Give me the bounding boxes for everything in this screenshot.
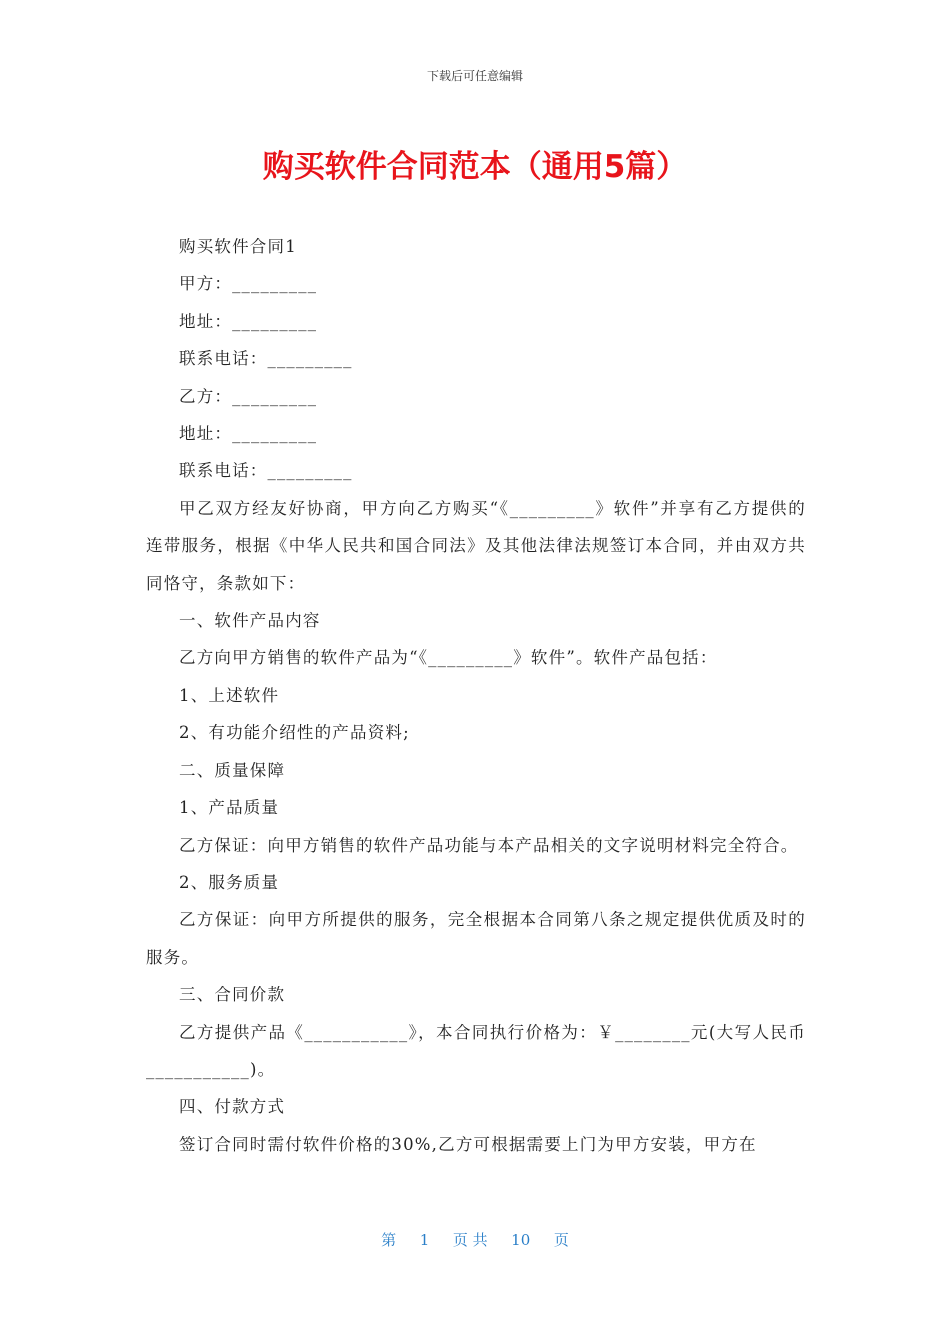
paragraph: 甲乙双方经友好协商，甲方向乙方购买“《_________》软件”并享有乙方提供的连带服务，根据《中华人民共和国合同法》及其他法律法规签订本合同，并由双方共同恪守，条款如下：	[146, 498, 806, 593]
paragraph: 乙方：_________	[179, 386, 318, 406]
footer-suffix: 页	[553, 1231, 569, 1249]
paragraph: 二、质量保障	[179, 760, 286, 780]
footer-prefix: 第	[381, 1231, 397, 1249]
paragraph: 2、有功能介绍性的产品资料;	[179, 723, 410, 743]
paragraph: 联系电话：_________	[179, 349, 353, 369]
paragraph: 签订合同时需付软件价格的30%,乙方可根据需要上门为甲方安装，甲方在	[179, 1134, 757, 1154]
paragraph: 甲方：_________	[179, 274, 318, 294]
paragraph: 1、产品质量	[179, 798, 280, 818]
footer-total-pages: 10	[511, 1231, 531, 1249]
paragraph: 乙方向甲方销售的软件产品为“《_________》软件”。软件产品包括：	[179, 648, 718, 668]
paragraph: 地址：_________	[179, 424, 318, 444]
paragraph: 1、上述软件	[179, 685, 280, 705]
footer-middle: 页 共	[452, 1231, 488, 1249]
paragraph: 联系电话：_________	[179, 461, 353, 481]
paragraph: 2、服务质量	[179, 872, 280, 892]
paragraph: 一、软件产品内容	[179, 611, 321, 631]
header-note: 下载后可任意编辑	[426, 69, 523, 83]
paragraph: 地址：_________	[179, 311, 318, 331]
footer-page-number: 1	[419, 1231, 430, 1249]
page-footer	[0, 1229, 950, 1250]
paragraph: 购买软件合同1	[179, 237, 297, 256]
paragraph: 乙方提供产品《___________》，本合同执行价格为：￥________元(大写人民币___________)。	[146, 1022, 806, 1079]
paragraph: 三、合同价款	[179, 985, 286, 1005]
paragraph: 乙方保证：向甲方所提供的服务，完全根据本合同第八条之规定提供优质及时的服务。	[146, 910, 806, 967]
paragraph: 乙方保证：向甲方销售的软件产品功能与本产品相关的文字说明材料完全符合。	[179, 835, 799, 855]
document-body	[146, 228, 806, 1163]
paragraph: 四、付款方式	[179, 1097, 286, 1117]
document-title: 购买软件合同范本（通用5篇）	[262, 149, 688, 185]
